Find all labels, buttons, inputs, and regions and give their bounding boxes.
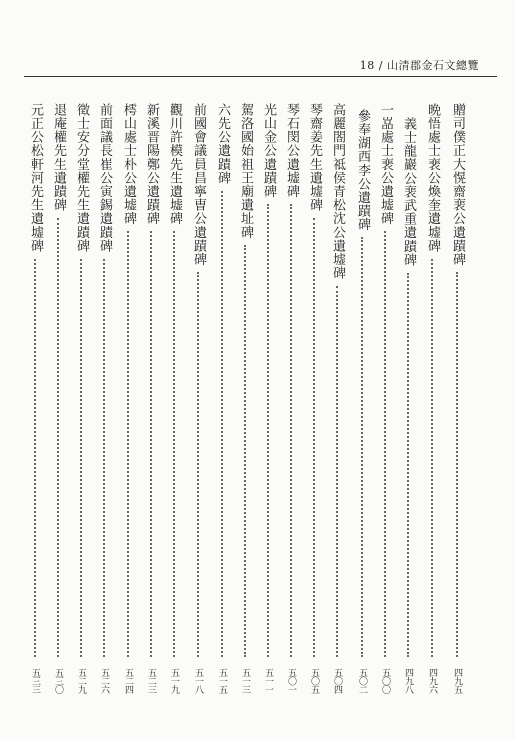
toc-entry: [73, 103, 89, 693]
toc-entry-page: 五〇〇: [380, 667, 390, 693]
toc-entry-page: 五〇四: [332, 667, 342, 693]
toc-entry: [166, 103, 182, 693]
toc-entry: [96, 103, 112, 693]
dot-leader: [221, 191, 223, 657]
toc-entry: [237, 103, 253, 693]
toc-entry-title: 晩悟處士裵公煥奎遺墟碑: [425, 103, 440, 253]
toc-entry-title: 徵士安分堂權先生遺蹟碑: [74, 103, 89, 253]
toc-entry: [424, 103, 440, 693]
toc-entry-page: 五一一: [263, 667, 273, 693]
toc-entry-title: 贈司僕正大愰齋裵公遺蹟碑: [450, 103, 465, 267]
dot-leader: [456, 272, 458, 657]
dot-leader: [34, 259, 36, 657]
toc-entry-title: 前面議長崔公寅錫遺蹟碑: [97, 103, 112, 253]
toc-entry: [329, 103, 345, 693]
toc-entry-title: 義士龍巖公裵武重遺蹟碑: [401, 117, 416, 267]
dot-leader: [80, 259, 82, 657]
toc-entry-page: 五一五: [217, 667, 227, 693]
dot-leader: [57, 218, 59, 657]
dot-leader: [407, 273, 409, 657]
dot-leader: [336, 286, 338, 657]
toc-entry-title: 觀川許模先生遺墟碑: [167, 103, 182, 226]
toc-entry-title: 新溪晋陽鄭公遺蹟碑: [144, 103, 159, 226]
dot-leader: [197, 272, 199, 657]
toc-entry-page: 五三三: [30, 667, 40, 693]
toc-entry-page: 五二四: [123, 667, 133, 693]
toc-entry-title: 退庵權先生遺蹟碑: [51, 103, 66, 212]
toc-entry-title: 元正公松軒河先生遺墟碑: [28, 103, 43, 253]
toc-entry-title: 高麗閤門祗侯青松沈公遺墟碑: [330, 103, 345, 280]
dot-leader: [150, 231, 152, 657]
dot-leader: [361, 237, 363, 657]
toc-entry-title: 參奉湖西李公遺蹟碑: [355, 109, 370, 232]
dot-leader: [384, 231, 386, 657]
dot-leader: [244, 245, 246, 657]
toc-entry: [214, 103, 230, 693]
toc-entry-title: 前國會議員昌寧曺公遺蹟碑: [191, 103, 206, 267]
toc-entry: [354, 103, 370, 693]
dot-leader: [267, 204, 269, 657]
toc-entry-title: 樗山處士朴公遺墟碑: [121, 103, 136, 226]
toc-entry-title: 光山金公遺蹟碑: [261, 103, 276, 199]
toc-entry: [377, 103, 393, 693]
header-separator: /: [378, 59, 383, 72]
toc-entry-title: 琴石閔公遺墟碑: [284, 103, 299, 199]
toc-entry-page: 五〇二: [357, 667, 367, 693]
toc-entry: [449, 103, 465, 693]
dot-leader: [127, 231, 129, 657]
toc-entry-page: 五三〇: [53, 667, 63, 693]
toc-entry-page: 五〇五: [309, 667, 319, 693]
page-number: 18: [359, 59, 375, 72]
toc-entry-page: 五二三: [146, 667, 156, 693]
toc-entry-title: 一嵓處士裵公遺墟碑: [378, 103, 393, 226]
toc-entry: [50, 103, 66, 693]
toc-entry-page: 四九八: [403, 667, 413, 693]
toc-entry: [306, 103, 322, 693]
toc-entry: [143, 103, 159, 693]
toc-entry-page: 五一九: [169, 667, 179, 693]
header-rule: [24, 76, 497, 77]
toc-entry-page: 五一八: [193, 667, 203, 693]
toc-entry-page: 四九六: [427, 667, 437, 693]
toc-entry-page: 四九五: [452, 667, 462, 693]
toc-entry: [190, 103, 206, 693]
toc-entry: [27, 103, 43, 693]
toc-entry-page: 五〇一: [286, 667, 296, 693]
toc-entry-title: 琴齋姜先生遺墟碑: [307, 103, 322, 212]
toc-entry-title: 駕洛國始祖王廟遺址碑: [238, 103, 253, 239]
dot-leader: [313, 218, 315, 657]
toc-entry-page: 五一三: [240, 667, 250, 693]
dot-leader: [431, 259, 433, 657]
toc-entry: [400, 103, 416, 693]
toc-entry: [120, 103, 136, 693]
running-header: [360, 57, 479, 73]
toc-entry-title: 六先公遺蹟碑: [215, 103, 230, 185]
toc-entry-page: 五二六: [99, 667, 109, 693]
toc-entry: [283, 103, 299, 693]
dot-leader: [290, 204, 292, 657]
book-title: 山清郡金石文總覽: [387, 59, 479, 72]
toc-entry: [260, 103, 276, 693]
dot-leader: [103, 259, 105, 657]
dot-leader: [173, 231, 175, 657]
toc-entry-page: 五二九: [76, 667, 86, 693]
